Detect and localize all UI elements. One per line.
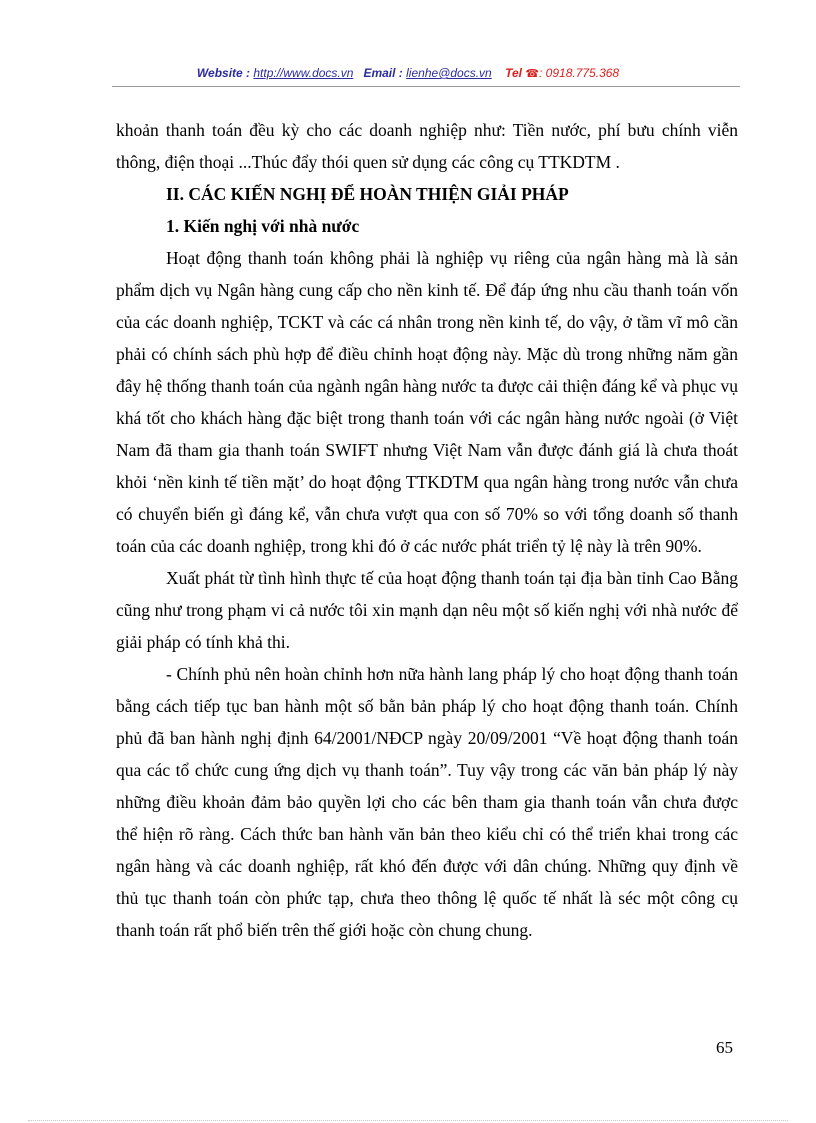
paragraph: Hoạt động thanh toán không phải là nghiệp vụ riêng của ngân hàng mà là sản phẩm dịch vụ Ngân hàng cung cấp cho nền kinh tế. Để đáp ứng nhu cầu thanh toán vốn của các doanh nghiệp, TCKT và các cá nhân trong nền kinh tế, do vậy, ở tầm vĩ mô cần phải có chính sách phù hợp để điều chỉnh hoạt động này. Mặc dù trong những năm gần đây hệ thống thanh toán của ngành ngân hàng nước ta được cải thiện đáng kể và phục vụ khá tốt cho khách hàng đặc biệt trong thanh toán với các ngân hàng nước ngoài (ở Việt Nam đã tham gia thanh toán SWIFT nhưng Việt Nam vẫn được đánh giá là chưa thoát khỏi ‘nền kinh tế tiền mặt’ do hoạt động TTKDTM qua ngân hàng trong nước vẫn chưa có chuyển biến gì đáng kể, vẫn chưa vượt qua con số 70% so với tổng doanh số thanh toán của các doanh nghiệp, trong khi đó ở các nước phát triển tỷ lệ này là trên 90%. — [116, 248, 738, 556]
footer-divider — [28, 1120, 788, 1121]
page-header — [0, 66, 816, 80]
paragraph: Xuất phát từ tình hình thực tế của hoạt động thanh toán tại địa bàn tỉnh Cao Bằng cũng như trong phạm vi cả nước tôi xin mạnh dạn nêu một số kiến nghị với nhà nước để giải pháp có tính khả thi. — [116, 568, 738, 652]
section-heading: II. CÁC KIẾN NGHỊ ĐỂ HOÀN THIỆN GIẢI PHÁP — [166, 184, 569, 204]
tel-label: Tel — [505, 66, 522, 80]
tel-number: : 0918.775.368 — [539, 66, 620, 80]
header-divider — [112, 86, 740, 87]
page-content — [116, 114, 738, 946]
email-label: Email : — [363, 66, 403, 80]
email-link[interactable]: lienhe@docs.vn — [406, 66, 492, 80]
website-link[interactable]: http://www.docs.vn — [253, 66, 354, 80]
phone-icon: ☎ — [525, 68, 540, 80]
paragraph: - Chính phủ nên hoàn chỉnh hơn nữa hành lang pháp lý cho hoạt động thanh toán bằng cách tiếp tục ban hành một số bằn bản pháp lý cho hoạt động thanh toán. Chính phủ đã ban hành nghị định 64/2001/NĐCP ngày 20/09/2001 “Về hoạt động thanh toán qua các tổ chức cung ứng dịch vụ thanh toán”. Tuy vậy trong các văn bản pháp lý này những điều khoản đảm bảo quyền lợi cho các bên tham gia thanh toán vẫn chưa được thể hiện rõ ràng. Cách thức ban hành văn bản theo kiểu chỉ có thể triển khai trong các ngân hàng và các doanh nghiệp, rất khó đến được với dân chúng. Những quy định về thủ tục thanh toán còn phức tạp, chưa theo thông lệ quốc tế nhất là séc một công cụ thanh toán rất phổ biến trên thế giới hoặc còn chung chung. — [116, 664, 738, 940]
page-number: 65 — [716, 1038, 733, 1057]
paragraph-continuation: khoản thanh toán đều kỳ cho các doanh nghiệp như: Tiền nước, phí bưu chính viễn thông, điện thoại ...Thúc đẩy thói quen sử dụng các công cụ TTKDTM . — [116, 120, 738, 172]
subsection-heading: 1. Kiến nghị với nhà nước — [166, 216, 360, 236]
website-label: Website : — [196, 66, 251, 80]
